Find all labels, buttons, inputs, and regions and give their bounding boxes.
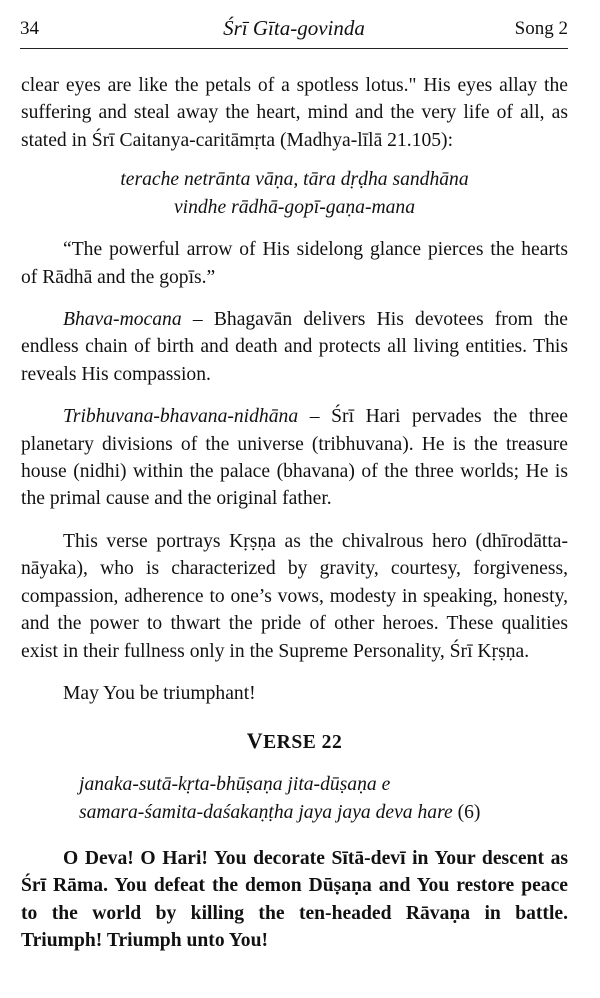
verse-line-2 <box>79 799 568 827</box>
paragraph-tribhuvana <box>21 403 568 513</box>
header-rule <box>20 48 568 49</box>
page-body <box>21 72 568 954</box>
verse-heading-initial: V <box>246 728 264 754</box>
sanskrit-verse <box>21 771 568 827</box>
section-label: Song 2 <box>514 18 568 39</box>
paragraph-arrow-glance: “The powerful arrow of His sidelong glance pierces the hearts of Rādhā and the gopīs.” <box>21 239 568 288</box>
quote-line-1: terache netrānta vāṇa, tāra dṛḍha sandhāna <box>120 169 469 191</box>
bengali-quote <box>21 166 568 222</box>
quote-line-2: vindhe rādhā-gopī-gaṇa-mana <box>173 197 416 219</box>
bhava-mocana-text: – Bhagavān delivers His devotees from the endless chain of birth and death and protects all living entities. This reveals His compassion. <box>21 309 568 385</box>
tribhuvana-text: – Śrī Hari pervades the three planetary divisions of the universe (tribhuvana). He is the treasure house (nidhi) within the palace (bhavana) of the three worlds; He is the primal cause and the original father. <box>21 406 568 510</box>
book-title: Śrī Gīta-govinda <box>223 16 365 40</box>
term-tribhuvana: Tribhuvana-bhavana-nidhāna <box>63 406 299 428</box>
verse-line-2-text: samara-śamita-daśakaṇṭha jaya jaya deva hare <box>79 801 453 823</box>
term-bhava-mocana: Bhava-mocana <box>63 309 182 331</box>
verse-translation: O Deva! O Hari! You decorate Sītā-devī in Your descent as Śrī Rāma. You defeat the demon Dūṣaṇa and You restore peace to the world by killing the ten-headed Rāvaṇa in battle. Triumph! Triumph unto You! <box>21 847 568 951</box>
running-header <box>20 16 568 46</box>
paragraph-lotus-eyes: clear eyes are like the petals of a spotless lotus." His eyes allay the suffering and steal away the heart, mind and the very life of all, as stated in Śrī Caitanya-caritāmṛta (Madhya-līlā 21.105): <box>21 75 568 151</box>
verse-number: (6) <box>452 801 481 823</box>
verse-heading <box>21 727 568 756</box>
page-number: 34 <box>20 18 39 39</box>
paragraph-chivalrous-hero: This verse portrays Kṛṣṇa as the chivalrous hero (dhīrodātta-nāyaka), who is characterized by gravity, courtesy, forgiveness, compassion, adherence to one’s vows, modesty in speaking, honesty, and the power to thwart the pride of other heroes. These qualities exist in their fullness only in the Supreme Personality, Śrī Kṛṣṇa. <box>21 530 568 662</box>
verse-heading-rest: ERSE 22 <box>263 732 343 754</box>
paragraph-bhava-mocana <box>21 306 568 388</box>
paragraph-triumphant: May You be triumphant! <box>63 682 256 704</box>
verse-line-1: janaka-sutā-kṛta-bhūṣaṇa jita-dūṣaṇa e <box>79 773 391 795</box>
